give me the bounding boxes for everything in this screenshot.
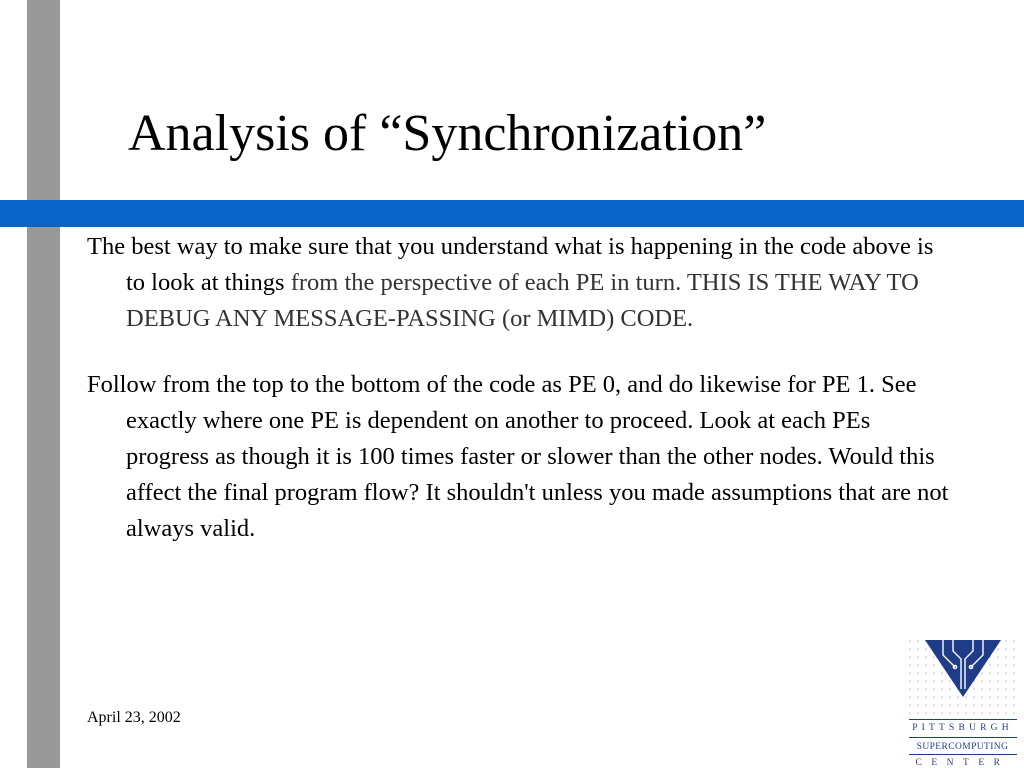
logo-dot [933,672,935,674]
logo-dot [989,704,991,706]
logo-dot [1013,656,1015,658]
logo-dot [933,696,935,698]
logo-dot [1013,680,1015,682]
logo-dot [941,696,943,698]
logo-dot [1005,680,1007,682]
logo-dot [917,656,919,658]
logo-dot [933,704,935,706]
logo-dot [1005,672,1007,674]
logo-dot [925,704,927,706]
logo-dot [997,648,999,650]
logo-dot [965,712,967,714]
logo-dot [1013,648,1015,650]
logo-dot [1013,696,1015,698]
logo-dot [917,640,919,642]
logo-dot [973,688,975,690]
logo-dot [917,672,919,674]
logo-dot [997,680,999,682]
logo-dot [949,704,951,706]
logo-dot [933,656,935,658]
footer-date: April 23, 2002 [87,709,181,726]
logo-dot [909,656,911,658]
logo-dot [989,664,991,666]
logo-dot [917,696,919,698]
logo-rule-bottom [909,754,1017,755]
logo-dot [949,688,951,690]
logo-dot [917,688,919,690]
slide-body [87,229,957,577]
logo-dot [917,680,919,682]
logo-dot [909,672,911,674]
left-accent-bar [27,0,60,768]
logo-dot [997,688,999,690]
logo-dot [1005,704,1007,706]
logo-dot [997,664,999,666]
logo-dot [957,712,959,714]
logo-dot [1005,664,1007,666]
logo-dot [941,672,943,674]
logo-dot [1005,640,1007,642]
logo-dot [1013,712,1015,714]
logo-dot [1013,664,1015,666]
logo-dot [965,696,967,698]
logo-dot [981,672,983,674]
logo-dot [1005,656,1007,658]
logo-dot [909,704,911,706]
logo-dot [981,712,983,714]
logo-dot [941,680,943,682]
logo-rule-top [909,719,1017,720]
logo-dot [997,712,999,714]
logo-dot [925,656,927,658]
logo-dot [997,704,999,706]
logo-text-line3: CENTER [915,758,1010,768]
logo-dot [925,680,927,682]
logo-dot [981,688,983,690]
logo-dot [989,696,991,698]
logo-dot [933,712,935,714]
logo-dot [957,704,959,706]
logo-dot [917,664,919,666]
logo-dot [997,656,999,658]
logo-dot [997,696,999,698]
logo-dot [973,712,975,714]
logo-text-line2: SUPERCOMPUTING [916,742,1009,752]
logo-dot [925,672,927,674]
logo-dot [981,680,983,682]
psc-logo [905,637,1020,768]
logo-dot [925,664,927,666]
logo-dot [941,704,943,706]
logo-dot [917,704,919,706]
logo-dot [1013,688,1015,690]
psc-logo-mark-icon [905,637,1020,717]
logo-dot [925,712,927,714]
logo-dot [957,696,959,698]
logo-dot [981,696,983,698]
logo-dot [909,640,911,642]
logo-dot [933,680,935,682]
logo-text-line1: PITTSBURGH [912,723,1013,733]
logo-dot [925,648,927,650]
logo-dot [949,712,951,714]
logo-dot [909,648,911,650]
logo-dot [1005,688,1007,690]
title-rule [0,200,1024,227]
paragraph-debugging [87,229,957,337]
logo-dot [989,680,991,682]
logo-dot [981,704,983,706]
logo-dot [933,688,935,690]
logo-dot [1005,696,1007,698]
logo-dot [1005,648,1007,650]
logo-dot [1013,640,1015,642]
logo-dot [941,688,943,690]
logo-dot [973,704,975,706]
logo-dot [973,696,975,698]
logo-dot [949,696,951,698]
logo-dot [909,680,911,682]
paragraph-follow-flow: Follow from the top to the bottom of the code as PE 0, and do likewise for PE 1. See exactly where one PE is dependent on another to proceed. Look at each PEs progress as though it is 100 times faster or slower than the other nodes. Would this affect the final program flow? It shouldn't unless you made assumptions that are not always valid. [87,371,949,542]
paragraph-debugging-part2: from the perspective of each PE in turn. THIS IS THE WAY TO DEBUG ANY MESSAGE-PASSING (or MIMD) CODE. [126,269,919,332]
logo-dot [997,672,999,674]
logo-dot [989,672,991,674]
slide-title: Analysis of “Synchronization” [128,105,767,162]
logo-dot [909,688,911,690]
logo-dot [1005,712,1007,714]
logo-dot [909,696,911,698]
logo-dot [925,696,927,698]
logo-dot [909,664,911,666]
logo-dot [949,680,951,682]
logo-dot [909,712,911,714]
logo-dot [941,712,943,714]
logo-dot [1013,704,1015,706]
logo-dot [989,712,991,714]
logo-dot [989,688,991,690]
logo-dot [925,688,927,690]
paragraph-debugging-part1: The best way to make sure that you understand what is happening in the code above is to look at things [87,233,934,296]
logo-dot [933,664,935,666]
logo-dot [965,704,967,706]
logo-rule-middle [909,737,1017,738]
logo-dot [917,712,919,714]
logo-dot [917,648,919,650]
logo-dot [1013,672,1015,674]
